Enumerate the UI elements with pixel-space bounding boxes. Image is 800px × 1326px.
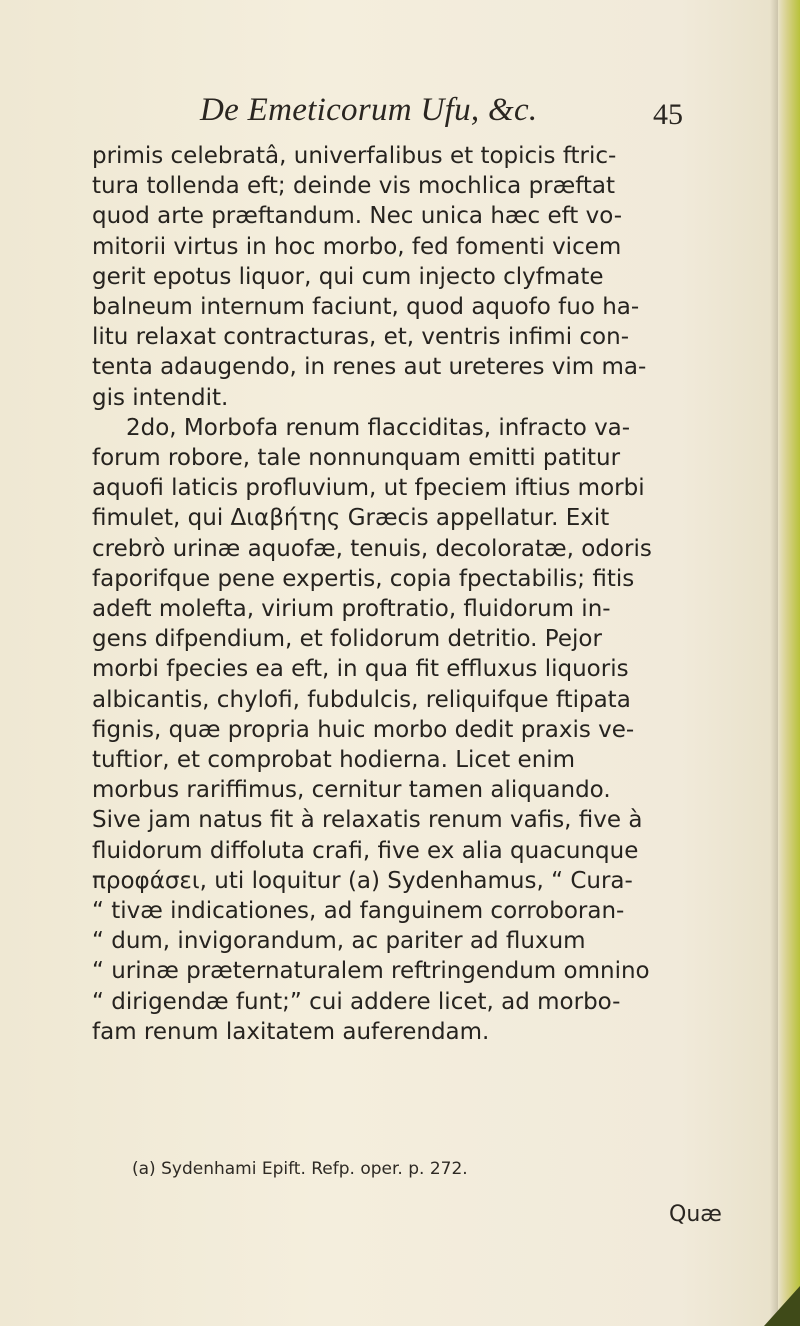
text-line: “ tivæ indicationes, ad fanguinem corroboran- xyxy=(92,898,625,925)
text-line: “ dum, invigorandum, ac pariter ad fluxum xyxy=(92,928,586,955)
text-line: adeft molefta, virium proftratio, fluidorum in- xyxy=(92,596,611,623)
text-line: aquofi laticis profluvium, ut fpeciem iftius morbi xyxy=(92,475,645,502)
text-line: 2do, Morbofa renum flacciditas, infracto va- xyxy=(126,414,631,441)
text-line: tura tollenda eft; deinde vis mochlica præftat xyxy=(92,173,616,200)
text-line: mitorii virtus in hoc morbo, fed fomenti vicem xyxy=(92,233,622,260)
text-line: morbi fpecies ea eft, in qua fit effluxus liquoris xyxy=(92,656,629,683)
text-line: morbus rariffimus, cernitur tamen aliquando. xyxy=(92,777,611,804)
text-line: tuftior, et comprobat hodierna. Licet enim xyxy=(92,747,576,774)
text-line: tenta adaugendo, in renes aut ureteres vim ma- xyxy=(92,354,647,381)
text-line: “ urinæ præternaturalem reftringendum omnino xyxy=(92,958,650,985)
text-line: gis intendit. xyxy=(92,384,229,411)
text-line: προφάσει, uti loquitur (a) Sydenhamus, “ Cura- xyxy=(92,867,633,894)
text-line: gerit epotus liquor, qui cum injecto clyfmate xyxy=(92,263,604,290)
text-line: quod arte præftandum. Nec unica hæc eft vo- xyxy=(92,203,623,230)
text-line: crebrò urinæ aquofæ, tenuis, decoloratæ, odoris xyxy=(92,535,652,562)
text-line: fam renum laxitatem auferendam. xyxy=(92,1018,490,1045)
page-header xyxy=(0,92,780,132)
text-line: fluidorum diffoluta crafi, five ex alia quacunque xyxy=(92,837,639,864)
page-corner xyxy=(764,1286,800,1326)
text-line: gens difpendium, et folidorum detritio. Pejor xyxy=(92,626,602,653)
footnote: (a) Sydenhami Epift. Refp. oper. p. 272. xyxy=(132,1159,468,1179)
text-line: albicantis, chylofi, fubdulcis, reliquifque ftipata xyxy=(92,686,631,713)
text-line: “ dirigendæ funt;” cui addere licet, ad morbo- xyxy=(92,988,621,1015)
text-line: balneum internum faciunt, quod aquofo fuo ha- xyxy=(92,294,640,321)
text-line: litu relaxat contracturas, et, ventris infimi con- xyxy=(92,324,630,351)
page-number: 45 xyxy=(653,98,683,131)
body-text xyxy=(92,141,772,1047)
text-line: fignis, quæ propria huic morbo dedit praxis ve- xyxy=(92,716,635,743)
text-line: forum robore, tale nonnunquam emitti patitur xyxy=(92,445,621,472)
running-head: De Emeticorum Ufu, &c. xyxy=(200,92,538,128)
text-line: Sive jam natus fit à relaxatis renum vafis, five à xyxy=(92,807,643,834)
text-line: fimulet, qui Διαβήτης Græcis appellatur. Exit xyxy=(92,505,610,532)
text-line: faporifque pene expertis, copia fpectabilis; fitis xyxy=(92,565,635,592)
page-edge xyxy=(778,0,800,1326)
text-line: primis celebratâ, univerfalibus et topicis ftric- xyxy=(92,143,617,169)
catchword: Quæ xyxy=(669,1202,722,1227)
